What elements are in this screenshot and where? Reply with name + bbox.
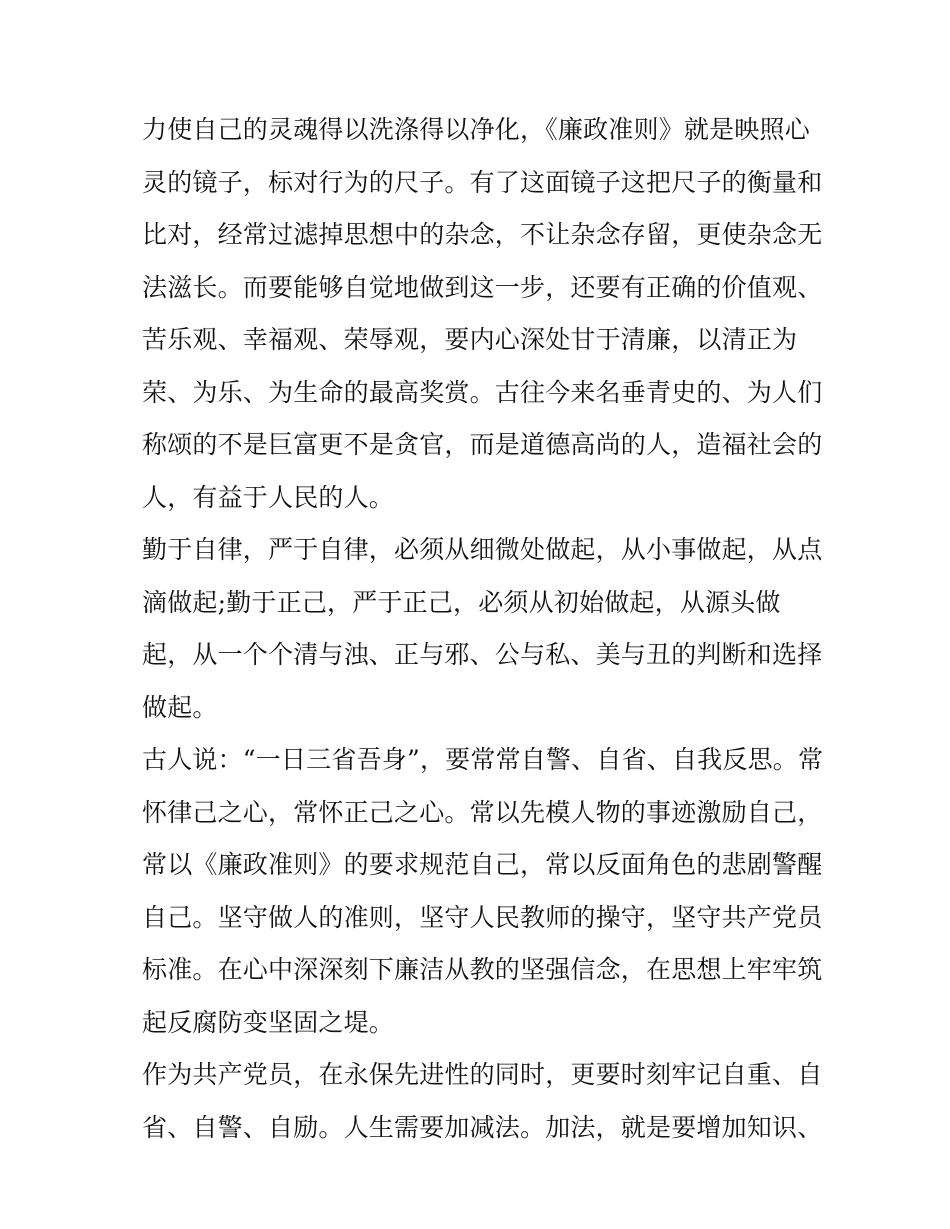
text-line: 做起。: [142, 692, 218, 722]
text-line: 常以《廉政准则》的要求规范自己，常以反面角色的悲剧警醒: [142, 850, 823, 879]
document-body: [142, 104, 822, 1154]
text-line: 勤于自律，严于自律，必须从细微处做起，从小事做起，从点: [142, 535, 823, 564]
text-line: 自己。坚守做人的准则，坚守人民教师的操守，坚守共产党员: [142, 902, 823, 932]
text-line: 作为共产党员，在永保先进性的同时，更要时刻牢记自重、自: [142, 1060, 823, 1089]
text-line: 力使自己的灵魂得以洗涤得以净化，《廉政准则》就是映照心: [142, 115, 810, 144]
text-line: 古人说：“一日三省吾身”，要常常自警、自省、自我反思。常: [142, 745, 824, 774]
text-line: 比对，经常过滤掉思想中的杂念，不让杂念存留，更使杂念无: [142, 220, 823, 249]
text-line: 称颂的不是巨富更不是贪官，而是道德高尚的人，造福社会的: [142, 430, 823, 459]
text-line: 起反腐防变坚固之堤。: [142, 1007, 395, 1037]
text-line: 起，从一个个清与浊、正与邪、公与私、美与丑的判断和选择: [142, 640, 823, 669]
text-line: 人，有益于人民的人。: [142, 482, 395, 512]
text-line: 苦乐观、幸福观、荣辱观，要内心深处甘于清廉，以清正为: [142, 325, 798, 354]
text-line: 法滋长。而要能够自觉地做到这一步，还要有正确的价值观、: [142, 272, 823, 302]
text-line: 怀律己之心，常怀正己之心。常以先模人物的事迹激励自己，: [142, 797, 823, 827]
text-line: 荣、为乐、为生命的最高奖赏。古往今来名垂青史的、为人们: [142, 377, 823, 407]
text-line: 灵的镜子，标对行为的尺子。有了这面镜子这把尺子的衡量和: [142, 167, 823, 197]
text-line: 滴做起;勤于正己，严于正己，必须从初始做起，从源头做: [142, 587, 781, 617]
text-line: 标准。在心中深深刻下廉洁从教的坚强信念，在思想上牢牢筑: [142, 955, 823, 984]
text-line: 省、自警、自励。人生需要加减法。加法，就是要增加知识、: [142, 1112, 823, 1142]
